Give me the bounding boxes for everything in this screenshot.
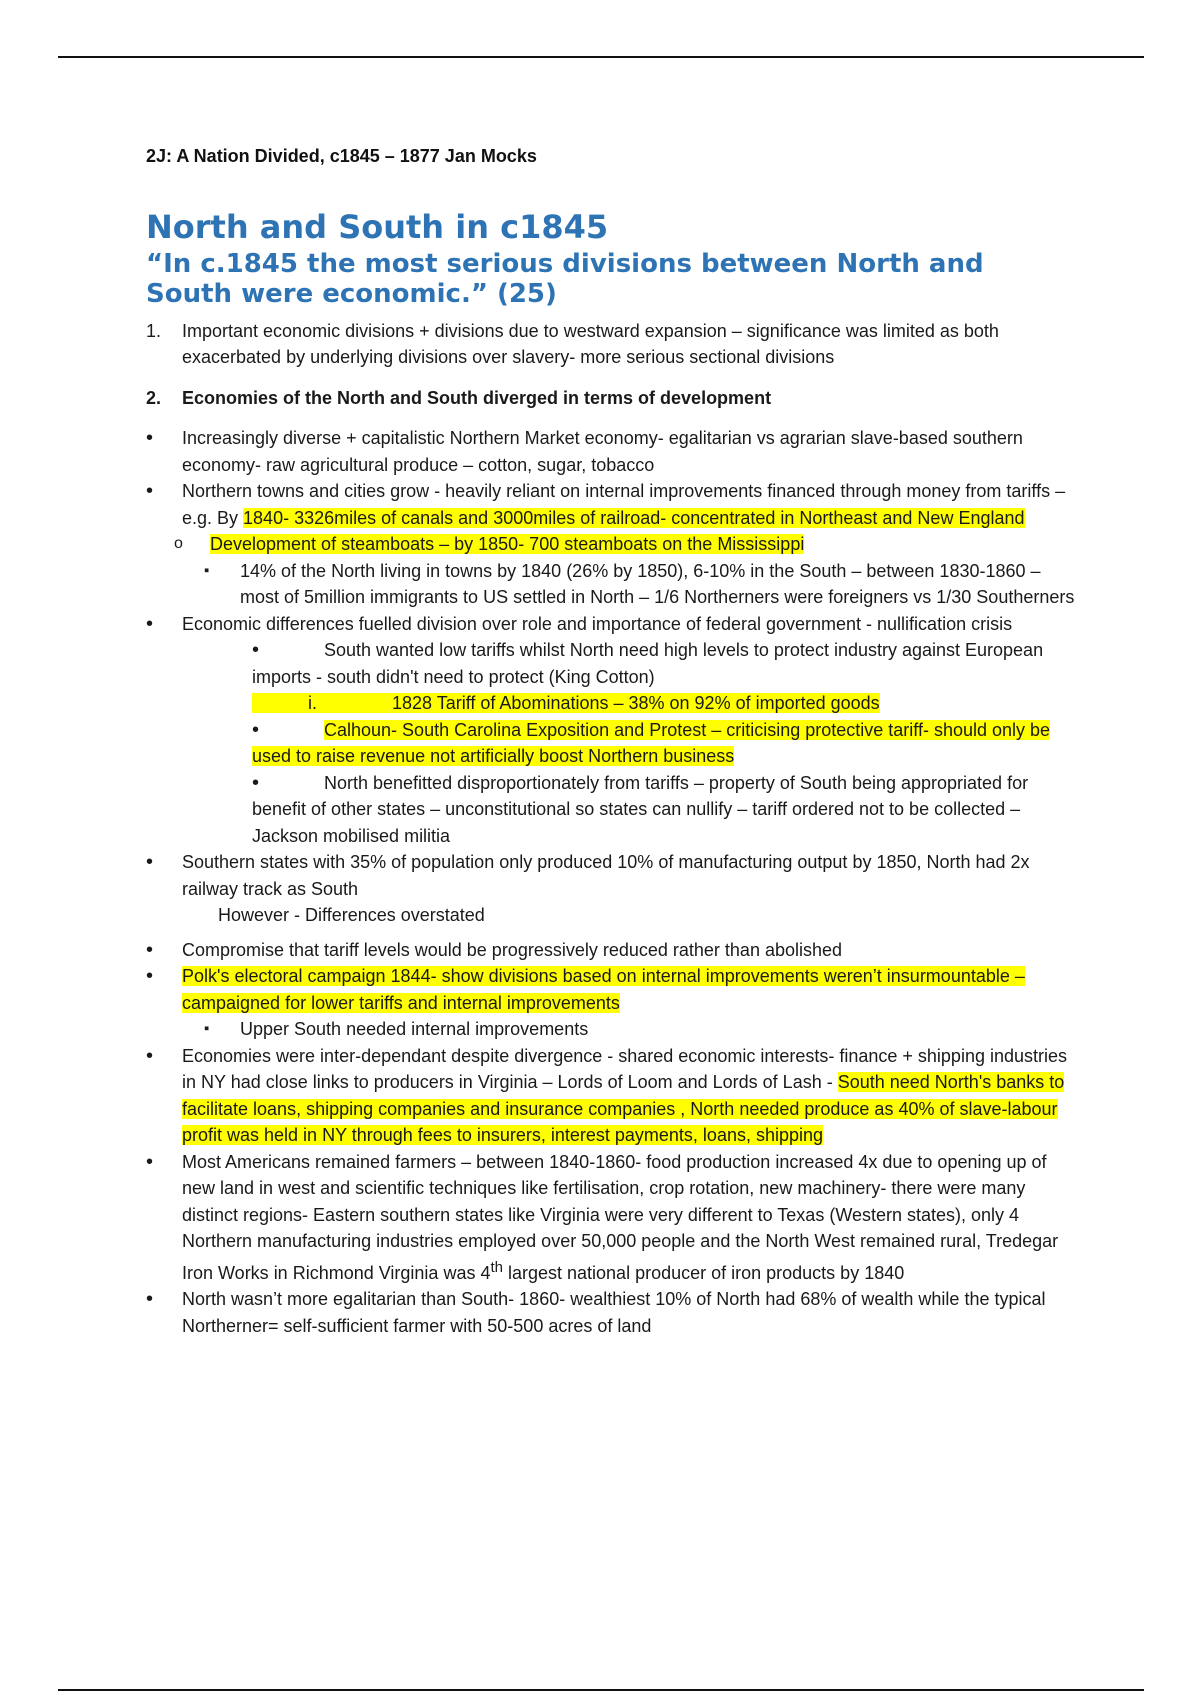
bullet-item [146,478,1076,531]
bullet-icon: • [146,427,154,450]
number-label: 1. [146,320,162,341]
numbered-point-1 [146,318,1076,371]
bullet-icon: • [252,718,260,741]
bottom-rule [58,1689,1144,1691]
bullet-text: North wasn’t more egalitarian than South- 1860- wealthiest 10% of North had 68% of wealth while the typical Northerner= self-sufficient farmer with 50-500 acres of land [182,1289,1046,1336]
page-title: North and South in c1845 [146,208,609,246]
numbered-text: Economies of the North and South diverged in terms of development [182,387,772,408]
bullet-item [146,611,1076,638]
however-note: However - Differences overstated [218,905,485,926]
indented-bullet-item [146,717,1076,770]
highlighted-text: Development of steamboats – by 1850- 700 steamboats on the Mississippi [210,534,805,555]
bullet-icon: • [252,639,260,662]
sub-sub-bullet-item [146,558,1076,611]
bullet-text: Southern states with 35% of population only produced 10% of manufacturing output by 1850, North had 2x railway track as South [182,852,1030,899]
highlighted-text: Calhoun- South Carolina Exposition and Protest – criticising protective tariff- should only be used to raise revenue not artificially boost Northern business [252,719,1051,767]
highlighted-text: 1840- 3326miles of canals and 3000miles of railroad- concentrated in Northeast and New England [243,507,1025,528]
bullet-item [146,1286,1076,1339]
bullet-icon: • [146,1044,154,1067]
square-bullet-icon: ▪ [204,561,210,579]
highlighted-text: South need North's banks to facilitate loans, shipping companies and insurance companies , North needed produce as 40% of slave-labour profit was held in NY through fees to insurers, interest payments, loans, shipping [182,1072,1065,1146]
bullet-icon: • [146,965,154,988]
essay-question: “In c.1845 the most serious divisions between North and South were economic.” (25) [146,248,984,309]
bullet-item [146,963,1076,1016]
bullet-icon: • [146,938,154,961]
bullet-icon: • [146,480,154,503]
bullet-icon: • [146,612,154,635]
sub-bullet-item [146,531,1076,558]
highlighted-text: Polk's electoral campaign 1844- show divisions based on internal improvements weren’t insurmountable – campaigned for lower tariffs and internal improvements [182,966,1025,1013]
number-label: 2. [146,387,162,408]
square-bullet-icon: ▪ [204,1020,210,1038]
indented-bullet-item [146,637,1076,690]
bullet-text: Compromise that tariff levels would be progressively reduced rather than abolished [182,939,843,960]
document-header: 2J: A Nation Divided, c1845 – 1877 Jan Mocks [146,146,537,166]
indented-bullet-item [146,770,1076,850]
bullet-text: Northern towns and cities grow - heavily reliant on internal improvements financed through money from tariffs – e.g. By [182,481,1066,528]
bullet-icon: • [146,1150,154,1173]
bullet-icon: • [146,1288,154,1311]
circle-bullet-icon: o [174,535,183,553]
bullet-text: Most Americans remained farmers – between 1840-1860- food production increased 4x due to opening up of new land in west and scientific techniques like fertilisation, crop rotation, new machinery- there were many distinct regions- Eastern southern states like Virginia were very different to Texas (Western states), only 4 Northern manufacturing industries employed over 50,000 people and the North West remained rural, Tredegar Iron Works in Richmond Virginia was 4 [182,1151,1059,1283]
highlighted-text: 1828 Tariff of Abominations – 38% on 92% of imported goods [392,693,880,714]
bullet-icon: • [252,771,260,794]
bullet-item [146,1149,1076,1287]
bullet-item [146,849,1076,902]
top-rule [58,56,1144,58]
bullet-item [146,425,1076,478]
bullet-text-end: largest national producer of iron products by 1840 [502,1262,905,1283]
bullet-text: Economies were inter-dependant despite divergence - shared economic interests- finance + shipping industries in NY had close links to producers in Virginia – Lords of Loom and Lords of Lash - [182,1045,1067,1093]
bullet-text: Upper South needed internal improvements [240,1019,589,1040]
bullet-item [146,937,1076,964]
superscript: th [490,1258,503,1276]
document-body [146,146,1076,1339]
roman-numeral-label: i. [308,693,317,714]
bullet-text: Economic differences fuelled division over role and importance of federal government - nullification crisis [182,613,1013,634]
bullet-text: Increasingly diverse + capitalistic Northern Market economy- egalitarian vs agrarian slave-based southern economy- raw agricultural produce – cotton, sugar, tobacco [182,428,1023,475]
bullet-icon: • [146,851,154,874]
bullet-text: South wanted low tariffs whilst North need high levels to protect industry against European imports - south didn't need to protect (King Cotton) [252,640,1044,687]
bullet-item [146,1043,1076,1149]
sub-bullet-item [146,1016,1076,1043]
numbered-text: Important economic divisions + divisions due to westward expansion – significance was limited as both exacerbated by underlying divisions over slavery- more serious sectional divisions [182,320,999,368]
bullet-text: 14% of the North living in towns by 1840 (26% by 1850), 6-10% in the South – between 1830-1860 – most of 5million immigrants to US settled in North – 1/6 Northerners were foreigners vs 1/30 Southerners [240,560,1075,608]
bullet-text: North benefitted disproportionately from tariffs – property of South being appropriated for benefit of other states – unconstitutional so states can nullify – tariff ordered not to be collected – Jackson mobilised militia [252,772,1029,846]
numbered-point-2 [146,385,1076,412]
roman-numeral-item [146,690,1076,717]
